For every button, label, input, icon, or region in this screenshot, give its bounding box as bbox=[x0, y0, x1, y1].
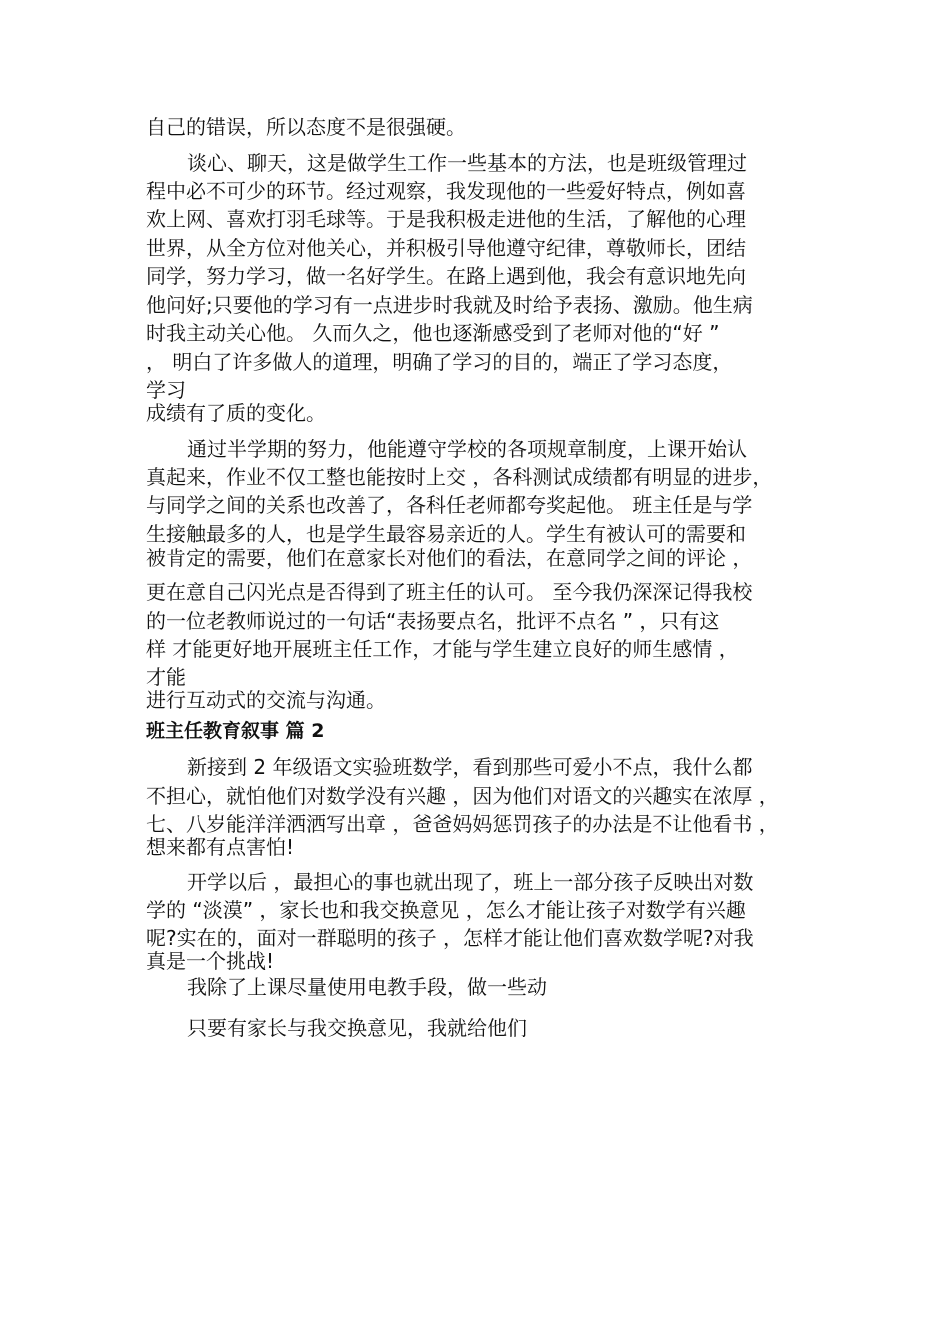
text-line: 样 才能更好地开展班主任工作，才能与学生建立良好的师生感情 ， bbox=[146, 637, 739, 661]
section-heading: 班主任教育叙事 篇 2 bbox=[146, 720, 325, 742]
text-line: ， 明白了许多做人的道理，明确了学习的目的，端正了学习态度， bbox=[146, 350, 733, 374]
text-line: 不担心，就怕他们对数学没有兴趣 ，因为他们对语文的兴趣实在浓厚 ， bbox=[146, 784, 779, 808]
text-line: 生接触最多的人，也是学生最容易亲近的人。学生有被认可的需要和 bbox=[146, 522, 746, 546]
text-line: 才能 bbox=[146, 665, 186, 689]
text-line: 呢?实在的，面对一群聪明的孩子 ，怎样才能让他们喜欢数学呢?对我 bbox=[146, 926, 754, 950]
text-line: 世界，从全方位对他关心，并积极引导他遵守纪律，尊敬师长，团结 bbox=[146, 236, 746, 260]
text-line: 我除了上课尽量使用电教手段，做一些动 bbox=[187, 975, 547, 999]
text-line: 被肯定的需要，他们在意家长对他们的看法，在意同学之间的评论 ， bbox=[146, 546, 753, 570]
text-line: 成绩有了质的变化。 bbox=[146, 401, 326, 425]
text-line: 自己的错误，所以态度不是很强硬。 bbox=[146, 115, 466, 139]
text-line: 学习 bbox=[146, 378, 186, 402]
text-line: 与同学之间的关系也改善了，各科任老师都夸奖起他。 班主任是与学 bbox=[146, 493, 753, 517]
text-line: 真起来，作业不仅工整也能按时上交 ，各科测试成绩都有明显的进步， bbox=[146, 465, 773, 489]
text-line: 时我主动关心他。 久而久之，他也逐渐感受到了老师对他的“好 ” bbox=[146, 321, 720, 345]
text-line: 更在意自己闪光点是否得到了班主任的认可。 至今我仍深深记得我校 bbox=[146, 580, 753, 604]
text-line: 真是一个挑战! bbox=[146, 949, 275, 973]
text-line: 同学，努力学习，做一名好学生。在路上遇到他，我会有意识地先向 bbox=[146, 264, 746, 288]
text-line: 新接到 2 年级语文实验班数学，看到那些可爱小不点，我什么都 bbox=[187, 755, 753, 779]
text-line: 欢上网、喜欢打羽毛球等。于是我积极走进他的生活，了解他的心理 bbox=[146, 207, 746, 231]
text-line: 的一位老教师说过的一句话“表扬要点名，批评不点名 ” ，只有这 bbox=[146, 609, 720, 633]
text-line: 通过半学期的努力，他能遵守学校的各项规章制度，上课开始认 bbox=[187, 437, 747, 461]
text-line: 谈心、聊天，这是做学生工作一些基本的方法，也是班级管理过 bbox=[187, 151, 747, 175]
text-line: 七、八岁能洋洋洒洒写出章 ，爸爸妈妈惩罚孩子的办法是不让他看书 ， bbox=[146, 812, 779, 836]
text-line: 他问好;只要他的学习有一点进步时我就及时给予表扬、激励。他生病 bbox=[146, 293, 753, 317]
text-line: 进行互动式的交流与沟通。 bbox=[146, 688, 386, 712]
text-line: 开学以后 ，最担心的事也就出现了，班上一部分孩子反映出对数 bbox=[187, 870, 754, 894]
text-line: 只要有家长与我交换意见，我就给他们 bbox=[187, 1016, 527, 1040]
text-line: 学的 “淡漠” ，家长也和我交换意见 ，怎么才能让孩子对数学有兴趣 bbox=[146, 898, 746, 922]
text-line: 程中必不可少的环节。经过观察，我发现他的一些爱好特点，例如喜 bbox=[146, 179, 746, 203]
text-line: 想来都有点害怕! bbox=[146, 835, 295, 859]
